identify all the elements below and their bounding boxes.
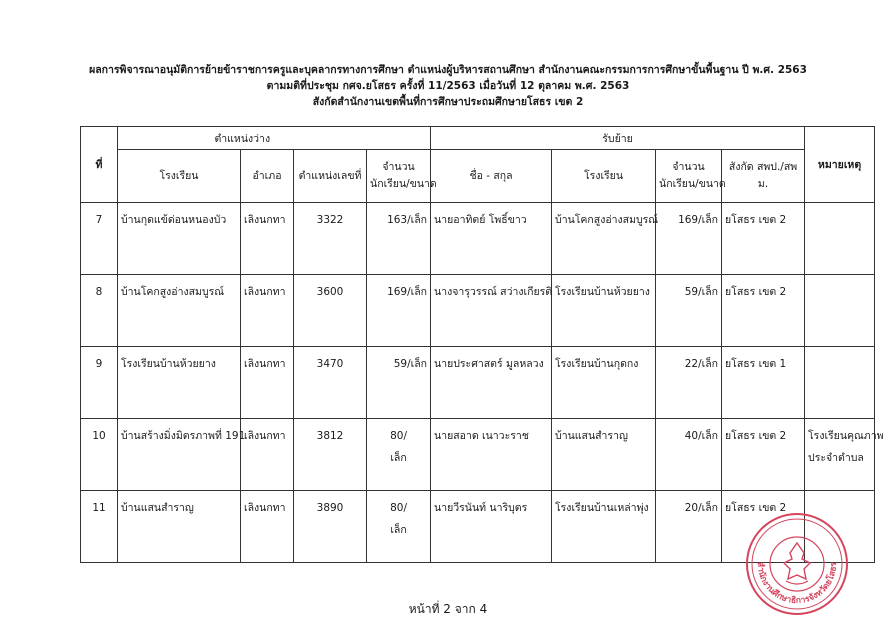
cell-position-no: 3600 (294, 275, 367, 347)
column-header-district: อำเภอ (241, 150, 294, 203)
table-row (81, 419, 875, 491)
cell-position-no: 3890 (294, 491, 367, 563)
cell-affiliation: ยโสธร เขต 2 (722, 419, 805, 491)
cell-name: นางจารุวรรณ์ สว่างเกียรติ (431, 275, 552, 347)
column-header-students (367, 150, 437, 203)
transfer-table (80, 126, 884, 563)
cell-district: เลิงนกทา (241, 347, 294, 419)
table-row (81, 203, 875, 275)
cell-from-students: 169/เล็ก (656, 203, 722, 275)
column-header-no: ที่ (81, 127, 118, 203)
cell-remark-line1: โรงเรียนคุณภาพ (808, 430, 884, 442)
cell-remark (805, 275, 875, 347)
cell-position-no: 3812 (294, 419, 367, 491)
table-row (81, 275, 875, 347)
group-header-receive: รับย้าย (431, 127, 805, 150)
seal-emblem (784, 543, 810, 579)
cell-from-school: บ้านโคกสูงอ่างสมบูรณ์ (552, 203, 656, 275)
cell-from-school: โรงเรียนบ้านกุดกง (552, 347, 656, 419)
cell-students (367, 419, 431, 491)
column-header-school: โรงเรียน (118, 150, 241, 203)
seal-emblem-base (786, 581, 808, 584)
column-header-students-line1: จำนวน (382, 161, 415, 173)
cell-school: บ้านแสนสำราญ (118, 491, 241, 563)
column-header-from-school: โรงเรียน (552, 150, 656, 203)
cell-no: 9 (81, 347, 118, 419)
cell-from-students: 20/เล็ก (656, 491, 722, 563)
seal-inner-ring (752, 519, 842, 609)
cell-remark (805, 347, 875, 419)
cell-from-school: บ้านแสนสำราญ (552, 419, 656, 491)
cell-no: 10 (81, 419, 118, 491)
column-header-students-line2: นักเรียน/ขนาด (370, 178, 437, 190)
table-header-row (81, 150, 875, 203)
cell-from-school: โรงเรียนบ้านห้วยยาง (552, 275, 656, 347)
cell-students-line1: 163/เล็ก (387, 214, 428, 226)
column-header-from-students (656, 150, 726, 203)
cell-students (367, 347, 431, 419)
cell-from-students: 40/เล็ก (656, 419, 722, 491)
cell-students-line2: เล็ก (390, 452, 407, 464)
cell-no: 8 (81, 275, 118, 347)
cell-students (367, 491, 431, 563)
seal-emblem-ring (770, 537, 824, 591)
column-header-affiliation (722, 150, 805, 203)
table-row (81, 347, 875, 419)
column-header-affiliation-line2: ม. (757, 178, 769, 190)
cell-remark (805, 419, 884, 491)
cell-school: บ้านสร้างมิ่งมิตรภาพที่ 191 (118, 419, 241, 491)
cell-affiliation: ยโสธร เขต 2 (722, 491, 805, 563)
cell-no: 11 (81, 491, 118, 563)
column-header-position-no: ตำแหน่งเลขที่ (294, 150, 367, 203)
cell-from-students: 22/เล็ก (656, 347, 722, 419)
cell-students-line1: 80/ (390, 430, 407, 442)
cell-affiliation: ยโสธร เขต 1 (722, 347, 805, 419)
cell-no: 7 (81, 203, 118, 275)
cell-from-students: 59/เล็ก (656, 275, 722, 347)
column-header-affiliation-line1: สังกัด สพป./สพ (728, 161, 798, 173)
header-meeting-line: ตามมติที่ประชุม กศจ.ยโสธร ครั้งที่ 11/2563 เมื่อวันที่ 12 ตุลาคม พ.ศ. 2563 (266, 80, 630, 92)
table-header-group-row (81, 127, 875, 150)
cell-school: บ้านโคกสูงอ่างสมบูรณ์ (118, 275, 241, 347)
column-header-from-students-line1: จำนวน (672, 161, 705, 173)
page-number: หน้าที่ 2 จาก 4 (408, 602, 488, 616)
cell-district: เลิงนกทา (241, 419, 294, 491)
cell-district: เลิงนกทา (241, 203, 294, 275)
cell-affiliation: ยโสธร เขต 2 (722, 203, 805, 275)
cell-name: นายอาทิตย์ โพธิ์ขาว (431, 203, 552, 275)
cell-district: เลิงนกทา (241, 491, 294, 563)
header-title-line: ผลการพิจารณาอนุมัติการย้ายข้าราชการครูและบุคลากรทางการศึกษา ตำแหน่งผู้บริหารสถานศึกษา สำนักงานคณะกรรมการการศึกษาขั้นพื้นฐาน ปี พ.ศ. 2563 (89, 64, 807, 76)
document-header (0, 62, 896, 110)
header-affiliation-line: สังกัดสำนักงานเขตพื้นที่การศึกษาประถมศึกษายโสธร เขต 2 (312, 96, 584, 108)
cell-students-line1: 59/เล็ก (393, 358, 428, 370)
cell-name: นายสอาด เนาวะราช (431, 419, 552, 491)
column-header-from-students-line2: นักเรียน/ขนาด (659, 178, 726, 190)
group-header-spacer (367, 127, 431, 150)
seal-text: สำนักงานศึกษาธิการจังหวัดยโสธร (754, 561, 840, 607)
cell-from-school: โรงเรียนบ้านเหล่าพุ่ง (552, 491, 656, 563)
group-header-vacant: ตำแหน่งว่าง (118, 127, 367, 150)
column-header-remark: หมายเหตุ (805, 127, 875, 203)
cell-district: เลิงนกทา (241, 275, 294, 347)
column-header-name: ชื่อ - สกุล (431, 150, 552, 203)
cell-school: บ้านกุดแข้ด่อนหนองบัว (118, 203, 241, 275)
cell-students-line2: เล็ก (390, 524, 407, 536)
cell-remark-line2: ประจำตำบล (808, 452, 864, 464)
cell-students (367, 203, 431, 275)
cell-position-no: 3470 (294, 347, 367, 419)
cell-remark (805, 203, 875, 275)
cell-students (367, 275, 431, 347)
cell-affiliation: ยโสธร เขต 2 (722, 275, 805, 347)
cell-position-no: 3322 (294, 203, 367, 275)
cell-students-line1: 169/เล็ก (387, 286, 428, 298)
cell-name: นายวีรนันท์ นาริบุตร (431, 491, 552, 563)
cell-school: โรงเรียนบ้านห้วยยาง (118, 347, 241, 419)
cell-name: นายประศาสตร์ มูลหลวง (431, 347, 552, 419)
cell-students-line1: 80/ (390, 502, 407, 514)
